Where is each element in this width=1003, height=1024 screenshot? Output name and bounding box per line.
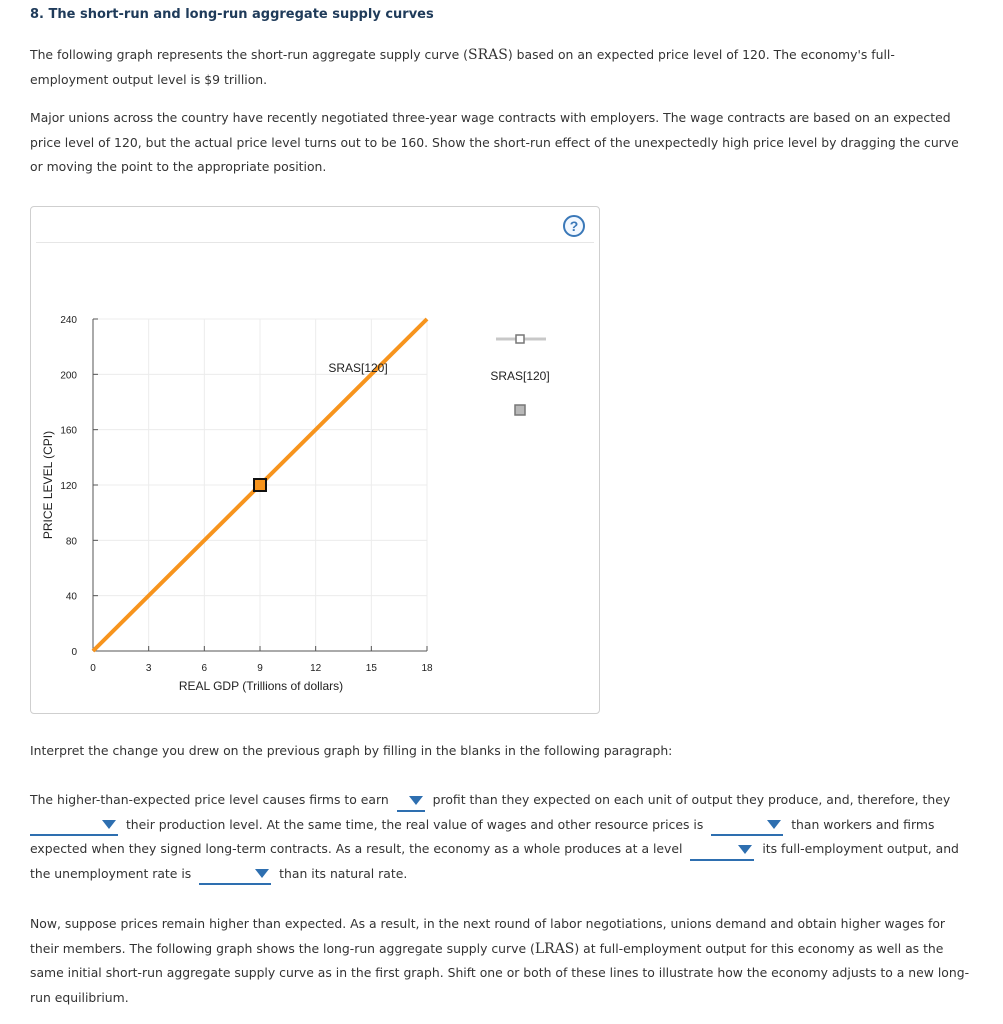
y-tick-label: 240 <box>60 315 77 326</box>
sras-symbol: SRAS <box>468 47 508 63</box>
y-tick-label: 80 <box>65 536 77 548</box>
blanks-paragraph <box>30 788 970 886</box>
chevron-down-icon <box>767 820 781 829</box>
y-tick-label: 160 <box>60 425 77 437</box>
dropdown-production[interactable] <box>30 814 118 836</box>
intro-text-2: ) based on an expected price level of 120. The economy's full-employment output level is $9 trillion. <box>30 47 895 87</box>
x-tick-label: 9 <box>257 663 263 674</box>
lras-symbol: LRAS <box>534 940 575 957</box>
intro-text-1: The following graph represents the short-run aggregate supply curve ( <box>30 47 468 62</box>
blank-text-2: profit than they expected on each unit of output they produce, and, therefore, they <box>432 792 951 807</box>
y-tick-label: 0 <box>71 647 77 658</box>
dropdown-real-wages[interactable] <box>711 814 783 836</box>
question-title: 8. The short-run and long-run aggregate supply curves <box>30 7 434 22</box>
blank-text-4: than workers and firms <box>791 816 935 832</box>
chevron-down-icon <box>409 796 423 805</box>
blank-text-8: than its natural rate. <box>279 865 408 881</box>
sras-curve-label: SRAS[120] <box>328 361 388 375</box>
dropdown-unemployment[interactable] <box>199 863 271 885</box>
x-tick-label: 6 <box>201 663 208 674</box>
dropdown-profit[interactable] <box>397 790 425 812</box>
final-paragraph <box>30 912 970 1010</box>
x-tick-label: 0 <box>90 663 96 674</box>
graph-panel <box>30 206 600 714</box>
blank-text-1: The higher-than-expected price level causes firms to earn <box>30 792 389 807</box>
y-tick-label: 120 <box>60 481 77 492</box>
instructions-paragraph: Major unions across the country have recently negotiated three-year wage contracts with employers. The wage contracts are based on an expected price level of 120, but the actual price level turns out to be 160. Show the short-run effect of the unexpectedly high price level by dragging the curve or moving the point to the appropriate position. <box>30 110 959 174</box>
x-tick-label: 3 <box>145 663 152 674</box>
final-text-1: Now, suppose prices remain higher than expected. As a result, in the next round of labor negotiations, unions demand and obtain higher wages for their members. The following graph shows the long-run aggregate supply curve ( <box>30 916 946 956</box>
final-text-2: ) at full-employment output for this economy as well as the same initial short-run aggregate supply curve as in the first graph. Shift one or both of these lines to illustrate how the economy adjusts to a new long-run equilibrium. <box>30 940 970 1005</box>
blank-text-5: expected when they signed long-term contracts. As a result, the economy as a whole produces at a level <box>30 841 683 856</box>
x-axis-title: REAL GDP (Trillions of dollars) <box>178 679 344 693</box>
blank-text-6: its full-employment output, and <box>762 841 959 856</box>
x-tick-label: 18 <box>421 663 433 674</box>
x-tick-label: 15 <box>365 663 377 674</box>
chevron-down-icon <box>738 845 752 854</box>
y-tick-label: 40 <box>65 591 77 603</box>
legend-label: SRAS[120] <box>490 369 550 383</box>
dropdown-output-level[interactable] <box>690 839 754 861</box>
y-axis-title: PRICE LEVEL (CPI) <box>41 430 55 540</box>
chevron-down-icon <box>102 820 116 829</box>
y-tick-label: 200 <box>60 370 77 382</box>
interpret-heading: Interpret the change you drew on the previous graph by filling in the blanks in the following paragraph: <box>30 743 673 758</box>
blank-text-7: the unemployment rate is <box>30 865 192 881</box>
help-icon[interactable]: ? <box>563 215 585 237</box>
blank-text-3: their production level. At the same time, the real value of wages and other resource prices is <box>125 816 704 832</box>
chevron-down-icon <box>255 869 269 878</box>
x-tick-label: 12 <box>310 663 322 674</box>
intro-paragraph <box>30 43 970 92</box>
